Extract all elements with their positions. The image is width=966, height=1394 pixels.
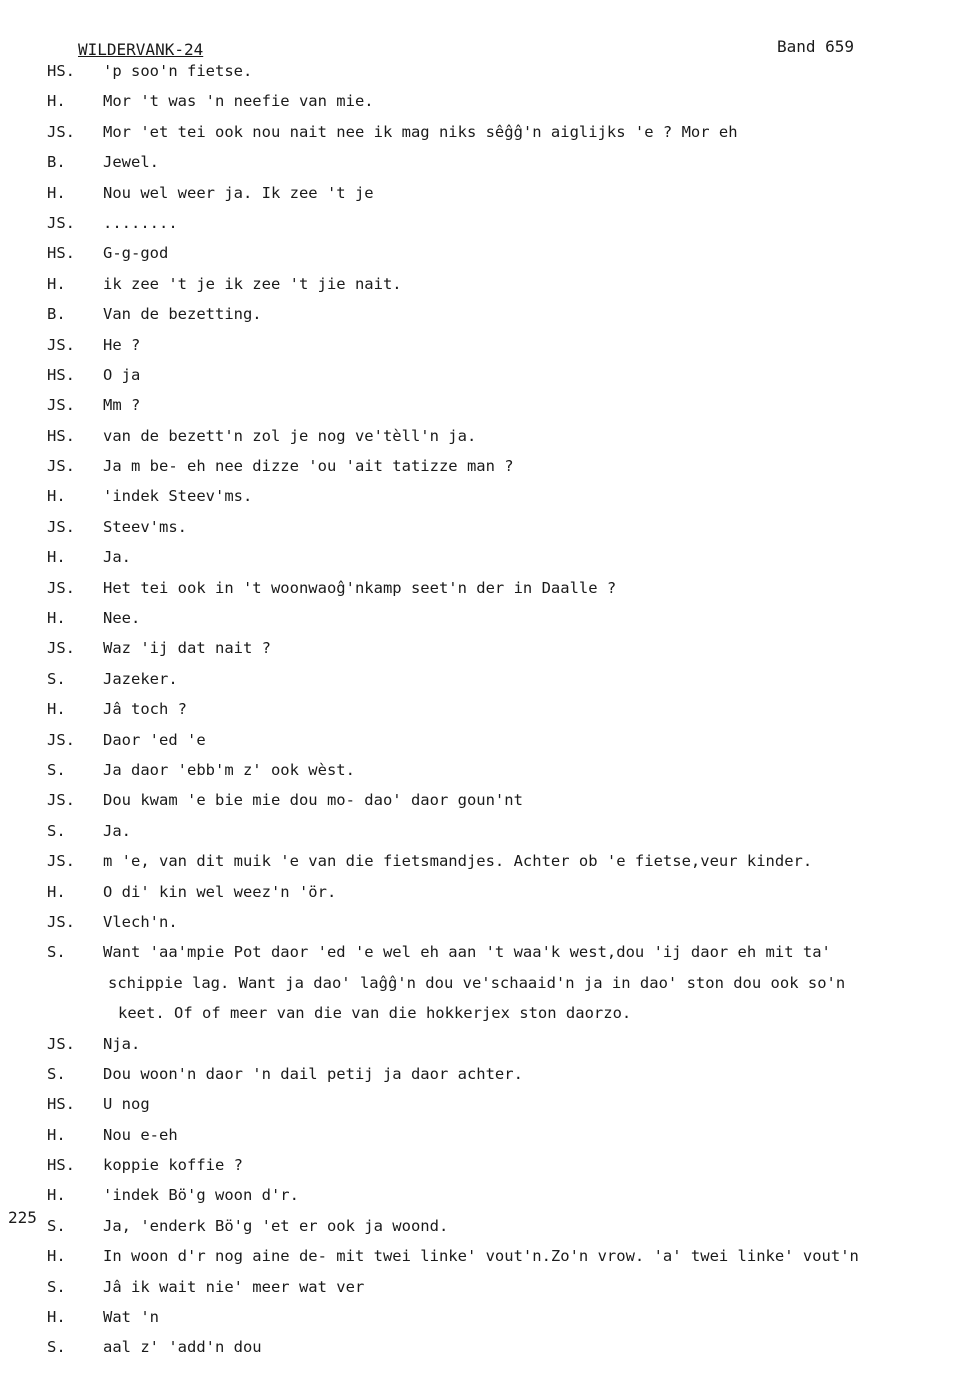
speaker-label: JS. <box>47 213 75 232</box>
utterance-text: Nja. <box>103 1034 141 1053</box>
transcript-line <box>0 639 966 669</box>
utterance-text: Steev'ms. <box>103 517 187 536</box>
transcript-line <box>0 396 966 426</box>
band-number: Band 659 <box>777 37 855 56</box>
speaker-label: H. <box>47 274 66 293</box>
speaker-label: JS. <box>47 1034 75 1053</box>
speaker-label: S. <box>47 1064 66 1083</box>
utterance-text: Ja daor 'ebb'm z' ook wèst. <box>103 760 355 779</box>
transcript-line <box>0 1217 966 1247</box>
transcript-line <box>0 761 966 791</box>
transcript-line <box>0 62 966 92</box>
transcript-line <box>0 1308 966 1338</box>
speaker-label: H. <box>47 1247 66 1266</box>
speaker-label: HS. <box>47 365 75 384</box>
speaker-label: JS. <box>47 912 75 931</box>
utterance-text: Wat 'n <box>103 1308 159 1327</box>
transcript-line <box>0 943 966 973</box>
speaker-label: H. <box>47 183 66 202</box>
speaker-label: B. <box>47 153 66 172</box>
speaker-label: HS. <box>47 426 75 445</box>
utterance-text: keet. Of of meer van die van die hokkerjex ston daorzo. <box>118 1004 632 1023</box>
transcript-lines <box>0 62 966 1369</box>
speaker-label: S. <box>47 1277 66 1296</box>
speaker-label: JS. <box>47 852 75 871</box>
utterance-text: O di' kin wel weez'n 'ör. <box>103 882 337 901</box>
utterance-text: In woon d'r nog aine de- mit twei linke' vout'n.Zo'n vrow. 'a' twei linke' vout'n <box>103 1247 859 1266</box>
speaker-label: H. <box>47 882 66 901</box>
transcript-line <box>0 518 966 548</box>
speaker-label: S. <box>47 669 66 688</box>
transcript-line <box>0 852 966 882</box>
speaker-label: JS. <box>47 396 75 415</box>
speaker-label: JS. <box>47 791 75 810</box>
utterance-text: Want 'aa'mpie Pot daor 'ed 'e wel eh aan 't waa'k west,dou 'ij daor eh mit ta' <box>103 943 831 962</box>
utterance-text: schippie lag. Want ja dao' laĝĝ'n dou ve'schaaid'n ja in dao' ston dou ook so'n <box>108 973 846 992</box>
utterance-text: Ja, 'enderk Bö'g 'et er ook ja woond. <box>103 1216 449 1235</box>
utterance-text: Daor 'ed 'e <box>103 730 206 749</box>
transcript-line <box>0 700 966 730</box>
transcript-line <box>0 1338 966 1368</box>
utterance-text: U nog <box>103 1095 150 1114</box>
transcript-line <box>0 153 966 183</box>
transcript-line <box>0 214 966 244</box>
speaker-label: S. <box>47 821 66 840</box>
speaker-label: H. <box>47 1186 66 1205</box>
utterance-text: 'p soo'n fietse. <box>103 62 253 80</box>
transcript-line <box>0 731 966 761</box>
utterance-text: ik zee 't je ik zee 't jie nait. <box>103 274 402 293</box>
document-title: WILDERVANK-24 <box>78 40 204 59</box>
speaker-label: S. <box>47 1216 66 1235</box>
utterance-text: Nee. <box>103 609 141 628</box>
speaker-label: H. <box>47 609 66 628</box>
speaker-label: B. <box>47 305 66 324</box>
speaker-label: JS. <box>47 639 75 658</box>
transcript-line <box>0 1156 966 1186</box>
transcript-line <box>0 1278 966 1308</box>
utterance-text: Jazeker. <box>103 669 178 688</box>
transcript-line <box>0 427 966 457</box>
utterance-text: Nou e-eh <box>103 1125 178 1144</box>
utterance-text: Jâ ik wait nie' meer wat ver <box>103 1277 365 1296</box>
utterance-text: 'indek Bö'g woon d'r. <box>103 1186 299 1205</box>
speaker-label: S. <box>47 1338 66 1357</box>
utterance-text: Waz 'ij dat nait ? <box>103 639 271 658</box>
transcript-line <box>0 487 966 517</box>
utterance-text: Nou wel weer ja. Ik zee 't je <box>103 183 374 202</box>
speaker-label: H. <box>47 700 66 719</box>
utterance-text: Ja m be- eh nee dizze 'ou 'ait tatizze man ? <box>103 457 514 476</box>
transcript-line <box>0 548 966 578</box>
utterance-text: aal z' 'add'n dou <box>103 1338 262 1357</box>
utterance-text: 'indek Steev'ms. <box>103 487 253 506</box>
speaker-label: JS. <box>47 457 75 476</box>
transcript-line <box>0 883 966 913</box>
transcript-line <box>0 1186 966 1216</box>
utterance-text: O ja <box>103 365 141 384</box>
speaker-label: HS. <box>47 1156 75 1175</box>
transcript-line <box>0 670 966 700</box>
utterance-text: Dou kwam 'e bie mie dou mo- dao' daor goun'nt <box>103 791 523 810</box>
utterance-text: ........ <box>103 213 178 232</box>
transcript-line <box>0 791 966 821</box>
transcript-line <box>0 1247 966 1277</box>
utterance-text: Vlech'n. <box>103 912 178 931</box>
utterance-text: G-g-god <box>103 244 169 263</box>
speaker-label: H. <box>47 548 66 567</box>
speaker-label: H. <box>47 1125 66 1144</box>
speaker-label: JS. <box>47 517 75 536</box>
transcript-line <box>0 1126 966 1156</box>
transcript-line <box>0 1035 966 1065</box>
transcript-line <box>0 123 966 153</box>
utterance-text: Het tei ook in 't woonwaoĝ'nkamp seet'n der in Daalle ? <box>103 578 617 597</box>
speaker-label: H. <box>47 92 66 111</box>
transcript-line <box>0 974 966 1004</box>
transcript-line <box>0 609 966 639</box>
transcript-line <box>0 244 966 274</box>
transcript-line <box>0 184 966 214</box>
transcript-line <box>0 1095 966 1125</box>
utterance-text: Mm ? <box>103 396 141 415</box>
utterance-text: Van de bezetting. <box>103 305 262 324</box>
utterance-text: Ja. <box>103 548 131 567</box>
utterance-text: Jâ toch ? <box>103 700 187 719</box>
utterance-text: Ja. <box>103 821 131 840</box>
speaker-label: JS. <box>47 335 75 354</box>
speaker-label: S. <box>47 760 66 779</box>
utterance-text: m 'e, van dit muik 'e van die fietsmandjes. Achter ob 'e fietse,veur kinder. <box>103 852 813 871</box>
transcript-line <box>0 366 966 396</box>
transcript-line <box>0 275 966 305</box>
speaker-label: JS. <box>47 730 75 749</box>
transcript-line <box>0 579 966 609</box>
transcript-line <box>0 913 966 943</box>
transcript-line <box>0 1004 966 1034</box>
speaker-label: JS. <box>47 122 75 141</box>
utterance-text: Dou woon'n daor 'n dail petij ja daor achter. <box>103 1064 523 1083</box>
speaker-label: HS. <box>47 62 75 80</box>
transcript-line <box>0 457 966 487</box>
speaker-label: HS. <box>47 1095 75 1114</box>
speaker-label: H. <box>47 1308 66 1327</box>
utterance-text: van de bezett'n zol je nog ve'tèll'n ja. <box>103 426 477 445</box>
utterance-text: Mor 't was 'n neefie van mie. <box>103 92 374 111</box>
utterance-text: Mor 'et tei ook nou nait nee ik mag niks sêĝĝ'n aiglijks 'e ? Mor eh <box>103 122 738 141</box>
transcript-line <box>0 336 966 366</box>
transcript-line <box>0 305 966 335</box>
utterance-text: He ? <box>103 335 141 354</box>
margin-number: 225 <box>8 1208 37 1227</box>
utterance-text: koppie koffie ? <box>103 1156 243 1175</box>
utterance-text: Jewel. <box>103 153 159 172</box>
transcript-line <box>0 822 966 852</box>
speaker-label: H. <box>47 487 66 506</box>
speaker-label: HS. <box>47 244 75 263</box>
transcript-line <box>0 1065 966 1095</box>
transcript-line <box>0 92 966 122</box>
speaker-label: JS. <box>47 578 75 597</box>
speaker-label: S. <box>47 943 66 962</box>
